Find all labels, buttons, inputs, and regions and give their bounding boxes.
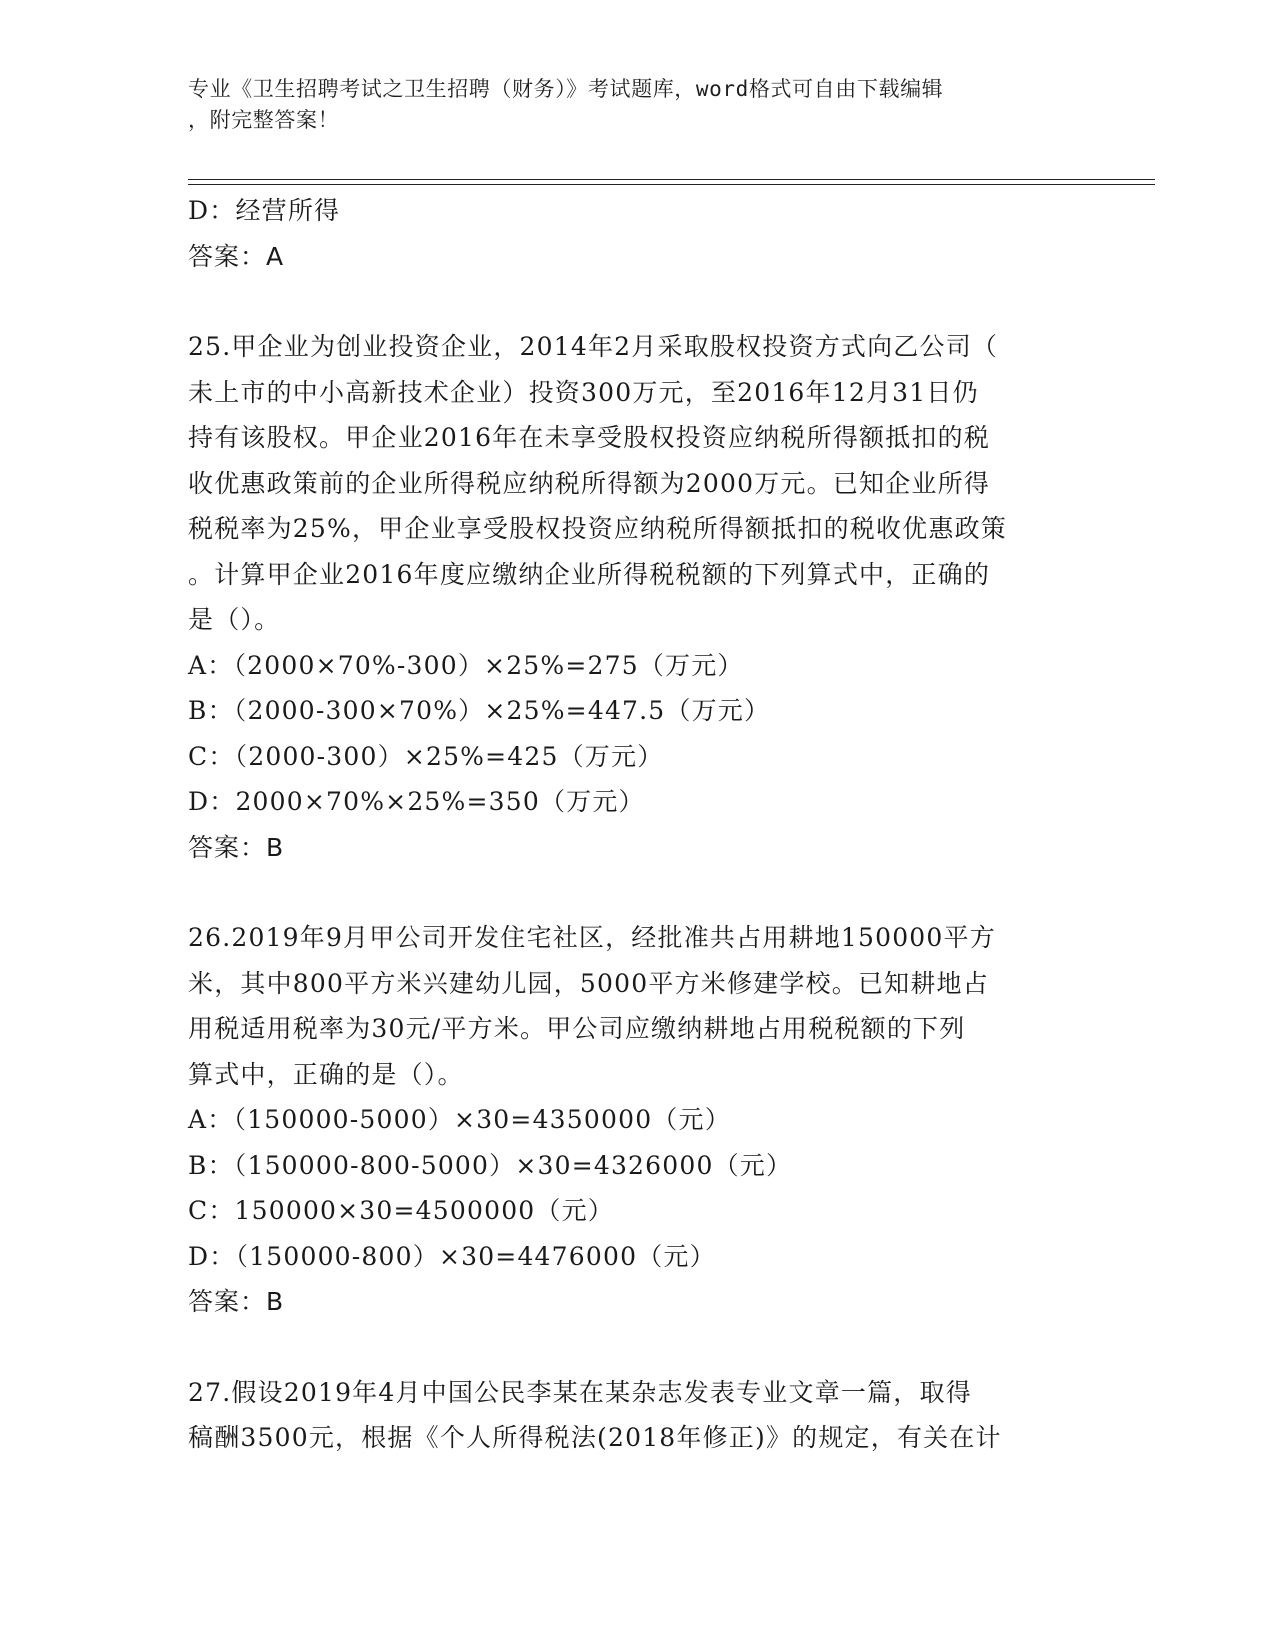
question-text-line: 未上市的中小高新技术企业）投资300万元，至2016年12月31日仍 [188,377,979,407]
question-text-line: 持有该股权。甲企业2016年在未享受股权投资应纳税所得额抵扣的税 [188,423,991,452]
option-a: A：（150000-5000）×30=4350000（元） [188,1105,731,1134]
question-text-line: 25.甲企业为创业投资企业，2014年2月采取股权投资方式向乙公司（ [188,332,999,361]
option-d: D：2000×70%×25%=350（万元） [188,787,645,816]
previous-question-tail [188,188,1088,279]
answer-line: 答案：B [188,832,285,862]
spacer [188,1325,1088,1370]
option-d: D：经营所得 [188,196,341,225]
question-text-line: 算式中，正确的是（）。 [188,1059,464,1089]
question-text-line: 27.假设2019年4月中国公民李某在某杂志发表专业文章一篇，取得 [188,1377,972,1407]
spacer [188,870,1088,915]
answer-line: 答案：B [188,1287,285,1316]
option-a: A：（2000×70%-300）×25%=275（万元） [188,650,744,680]
page-header [188,74,1068,136]
answer-line: 答案：A [188,241,285,271]
header-line-1: 专业《卫生招聘考试之卫生招聘（财务）》考试题库，word格式可自由下载编辑 [188,77,944,101]
question-text-line: 用税适用税率为30元/平方米。甲公司应缴纳耕地占用税税额的下列 [188,1014,966,1043]
header-divider-bottom [188,184,1155,185]
question-text-line: 米，其中800平方米兴建幼儿园，5000平方米修建学校。已知耕地占 [188,968,989,998]
option-c: C：（2000-300）×25%=425（万元） [188,741,664,771]
question-text-line: 稿酬3500元，根据《个人所得税法(2018年修正)》的规定，有关在计 [188,1423,1002,1452]
option-d: D：（150000-800）×30=4476000（元） [188,1241,716,1271]
question-text-line: 26.2019年9月甲公司开发住宅社区，经批准共占用耕地150000平方 [188,923,996,952]
option-b: B：（2000-300×70%）×25%=447.5（万元） [188,696,771,725]
question-text-line: 是（）。 [188,605,281,634]
question-text-line: 收优惠政策前的企业所得税应纳税所得额为2000万元。已知企业所得 [188,468,991,498]
document-body [188,188,1088,1461]
question-text-line: 。计算甲企业2016年度应缴纳企业所得税税额的下列算式中，正确的 [188,559,991,589]
header-line-2: ，附完整答案！ [188,108,340,132]
option-b: B：（150000-800-5000）×30=4326000（元） [188,1150,793,1180]
question-text-line: 税税率为25%，甲企业享受股权投资应纳税所得额抵扣的税收优惠政策 [188,514,1007,543]
question-26 [188,915,1088,1325]
option-c: C：150000×30=4500000（元） [188,1196,615,1225]
question-25 [188,324,1088,870]
header-divider-top [188,179,1155,180]
spacer [188,279,1088,324]
question-27 [188,1370,1088,1461]
